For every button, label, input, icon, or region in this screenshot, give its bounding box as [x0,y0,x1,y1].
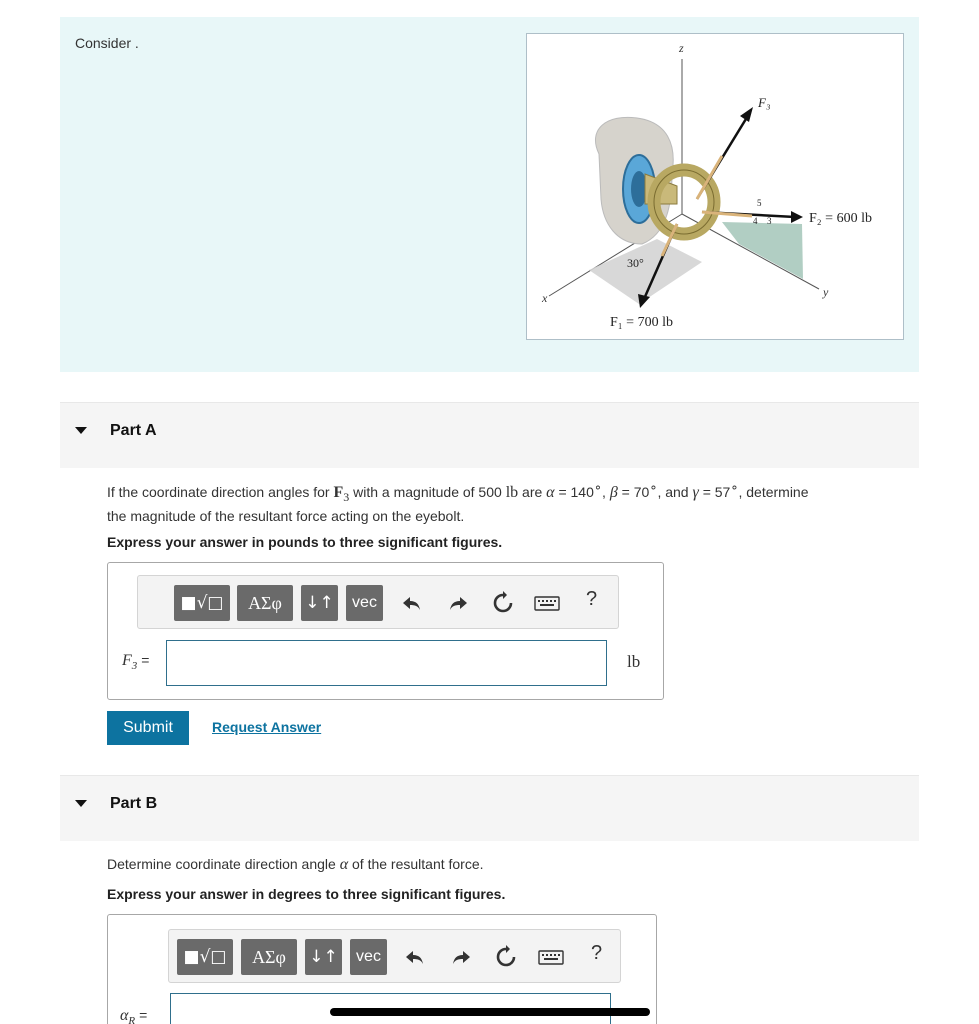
part-a-instruction: Express your answer in pounds to three significant figures. [107,534,503,550]
slope-4: 4 [753,216,758,226]
greek-button[interactable]: ΑΣφ [241,939,297,975]
intro-panel [60,17,919,372]
angle-label: 30° [627,256,644,270]
f3-label: F₃ [758,95,771,110]
part-b-title: Part B [110,795,158,812]
templates-button[interactable]: ■√□ [177,939,233,975]
part-a-header[interactable] [60,402,919,468]
redo-icon[interactable] [446,591,470,615]
greek-button[interactable]: ΑΣφ [237,585,293,621]
redaction-bar [330,1008,650,1016]
help-icon[interactable]: ? [586,588,598,610]
reset-icon[interactable] [494,945,518,969]
undo-icon[interactable] [403,945,427,969]
help-icon[interactable]: ? [591,942,603,964]
request-answer-link[interactable]: Request Answer [212,719,322,735]
arrows-button[interactable]: ↓↑ [305,939,342,975]
shaded-plane-y [722,222,803,279]
reset-icon[interactable] [491,591,515,615]
part-b-header[interactable] [60,775,919,841]
submit-button[interactable]: Submit [107,711,189,745]
f3-answer-input[interactable] [166,640,607,686]
f2-label: F₂ = 600 lb [809,211,872,226]
part-b-instruction: Express your answer in degrees to three significant figures. [107,886,506,902]
unit-label: lb [627,652,641,671]
vec-button[interactable]: vec [350,939,387,975]
templates-button[interactable]: ■√□ [174,585,230,621]
f1-label: F₁ = 700 lb [610,315,673,330]
arrows-button[interactable]: ↓↑ [301,585,338,621]
part-b-question: Determine coordinate direction angle α of the resultant force. [107,856,484,873]
collapse-caret-icon[interactable] [75,427,87,434]
slope-3: 3 [767,216,772,226]
vec-button[interactable]: vec [346,585,383,621]
intro-text: Consider . [75,35,139,51]
math-toolbar [137,575,619,629]
slope-5: 5 [757,198,762,208]
undo-icon[interactable] [400,591,424,615]
keyboard-icon[interactable] [538,945,564,969]
z-axis-label: z [679,41,684,55]
keyboard-icon[interactable] [534,591,560,615]
alpha-r-variable-label: $\alpha_R$ = [120,1007,148,1024]
y-axis-label: y [823,285,829,299]
f3-variable-label: $F_3$ = [122,652,150,673]
x-axis-label: x [542,291,548,305]
math-toolbar [168,929,621,983]
part-a-title: Part A [110,422,157,439]
problem-figure [526,33,904,340]
part-a-answer-box [107,562,664,700]
redo-icon[interactable] [449,945,473,969]
part-a-question: If the coordinate direction angles for $F_3$ with a magnitude of 500 lb are α = 140∘, β = 70∘, and γ = 57∘, determine the magnitude of the resultant force acting on the eyebolt. [107,479,809,524]
collapse-caret-icon[interactable] [75,800,87,807]
